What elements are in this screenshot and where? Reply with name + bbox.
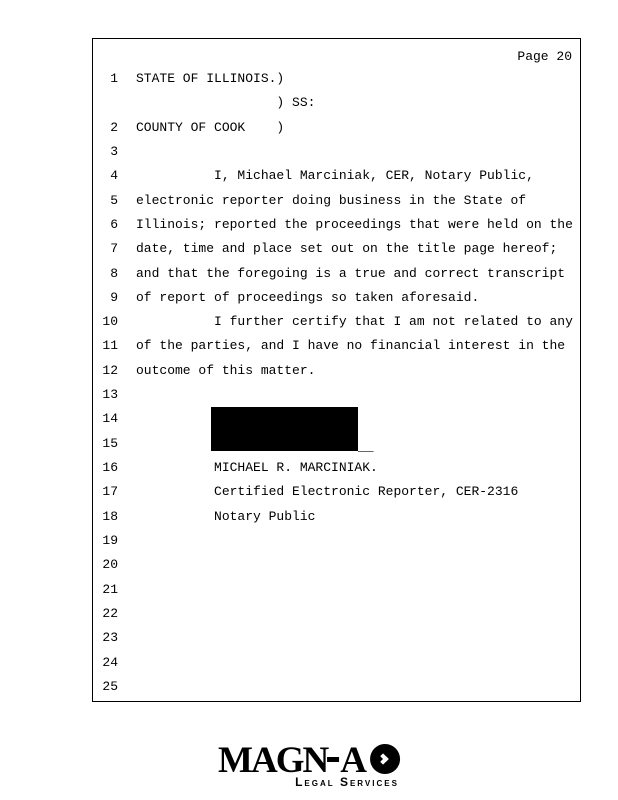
transcript-line: [93, 164, 580, 188]
line-number: 5: [110, 192, 118, 208]
line-number: 4: [110, 168, 118, 184]
line-number: 2: [110, 119, 118, 135]
transcript-line: [93, 359, 580, 383]
line-text: MICHAEL R. MARCINIAK.: [136, 460, 378, 475]
magna-logo: [218, 740, 400, 789]
transcript-line: [93, 626, 580, 650]
line-number: [93, 91, 118, 115]
line-text: Notary Public: [136, 508, 316, 524]
line-text: of report of proceedings so taken aforesaid.: [136, 289, 480, 305]
transcript-line: [93, 91, 580, 115]
transcript-line: [93, 383, 580, 407]
line-number: 11: [102, 338, 118, 354]
logo-tagline: Legal Services: [295, 775, 399, 789]
transcript-sheet: [92, 38, 581, 702]
transcript-line: [93, 334, 580, 358]
line-text: and that the foregoing is a true and correct transcript: [136, 265, 566, 281]
line-text: date, time and place set out on the title page hereof;: [136, 241, 558, 257]
transcript-line: [93, 140, 580, 164]
line-number: 23: [102, 630, 118, 646]
line-number: 25: [102, 678, 118, 694]
transcript-line: [93, 237, 580, 261]
line-number: 12: [102, 362, 118, 378]
line-number: 8: [110, 265, 118, 281]
transcript-line: [93, 553, 580, 577]
line-number: 10: [102, 314, 118, 330]
line-text: I further certify that I am not related to any: [136, 314, 573, 330]
line-text: I, Michael Marciniak, CER, Notary Public,: [136, 168, 534, 184]
line-number: 18: [102, 508, 118, 524]
line-number: 9: [110, 289, 118, 305]
line-number: 6: [110, 216, 118, 232]
line-text: electronic reporter doing business in the State of: [136, 192, 527, 208]
logo-wordmark: [218, 740, 400, 781]
transcript-line: [93, 310, 580, 334]
transcript-line: [93, 67, 580, 91]
line-number: 24: [102, 654, 118, 670]
line-number: 7: [110, 241, 118, 257]
transcript-line: [93, 189, 580, 213]
transcript-line: [93, 602, 580, 626]
line-text: of the parties, and I have no financial interest in the: [136, 338, 566, 354]
arrow-right-icon: [377, 753, 388, 764]
transcript-body: [93, 67, 580, 699]
transcript-line: [93, 213, 580, 237]
line-text: STATE OF ILLINOIS.): [136, 71, 285, 86]
transcript-line: [93, 651, 580, 675]
logo-brand-left: MAGN: [218, 740, 328, 781]
signature-redaction-box: [211, 407, 358, 451]
logo-brand-right: A: [340, 740, 365, 781]
line-text: ) SS:: [136, 95, 316, 111]
line-text: COUNTY OF COOK ): [136, 119, 285, 135]
signature-block: [211, 407, 374, 454]
logo-dash: [327, 757, 339, 762]
page-number-label: Page 20: [517, 49, 572, 64]
line-number: 13: [102, 387, 118, 403]
line-number: 1: [110, 71, 118, 86]
line-text: Illinois; reported the proceedings that were held on the: [136, 216, 573, 232]
transcript-line: [93, 116, 580, 140]
line-number: 3: [110, 143, 118, 159]
line-text: Certified Electronic Reporter, CER-2316: [136, 484, 519, 500]
transcript-line: [93, 480, 580, 504]
line-number: 19: [102, 532, 118, 548]
transcript-line: [93, 529, 580, 553]
line-number: 14: [102, 411, 118, 427]
line-text: outcome of this matter.: [136, 362, 316, 378]
line-number: 22: [102, 605, 118, 621]
transcript-line: [93, 262, 580, 286]
line-number: 17: [102, 484, 118, 500]
arrow-circle-icon: [370, 744, 400, 774]
transcript-line: [93, 578, 580, 602]
transcript-line: [93, 675, 580, 699]
transcript-line: [93, 505, 580, 529]
line-number: 16: [102, 460, 118, 475]
transcript-line: [93, 456, 580, 480]
line-number: 15: [102, 435, 118, 451]
signature-line: __: [358, 439, 374, 454]
line-number: 20: [102, 557, 118, 573]
transcript-line: [93, 286, 580, 310]
line-number: 21: [102, 581, 118, 597]
